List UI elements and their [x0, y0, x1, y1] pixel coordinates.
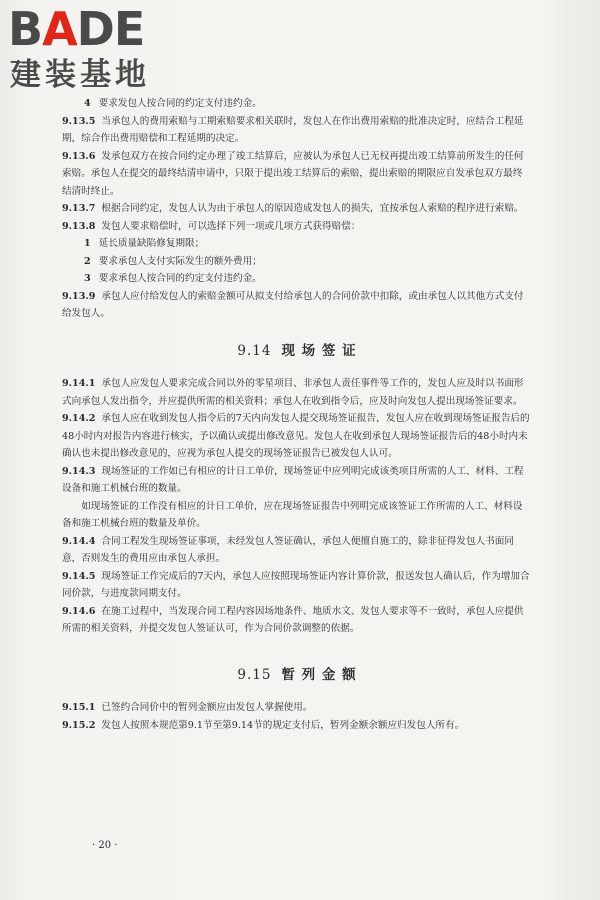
clause-text: 已签约合同价中的暂列金额应由发包人掌握使用。 — [101, 702, 313, 713]
section-title: 现 场 签 证 — [281, 343, 357, 359]
clause-number: 9.14.3 — [62, 465, 96, 477]
clause-paragraph — [62, 148, 532, 201]
section-title: 暂 列 金 额 — [281, 667, 357, 683]
bade-logo — [8, 2, 188, 96]
clause-text: 延长质量缺陷修复期限； — [98, 238, 205, 249]
clause-paragraph — [62, 533, 532, 568]
section-number: 9.15 — [237, 667, 272, 683]
logo-letters-de: DE — [76, 2, 145, 56]
list-item — [62, 235, 532, 253]
logo-chinese-name: 建装基地 — [10, 57, 150, 93]
clause-text: 承包人应发包人要求完成合同以外的零星项目、非承包人责任事件等工作的，发包人应及时以书面形式向承包人发出指令，并应提供所需的相关资料；承包人在收到指令后，应及时向发包人提出现场签证要求。 — [62, 378, 524, 407]
clause-number: 9.15.1 — [62, 702, 96, 713]
clause-text: 发包人要求赔偿时，可以选择下列一项或几项方式获得赔偿： — [101, 220, 361, 232]
clause-number: 9.13.5 — [62, 115, 96, 127]
section-heading-9-14 — [62, 343, 532, 361]
list-item — [62, 253, 532, 271]
section-9-14-body — [62, 375, 532, 638]
clause-number: 9.13.6 — [62, 150, 96, 162]
list-item-number: 1 — [84, 238, 91, 249]
clause-paragraph — [62, 568, 532, 603]
clause-text: 要求承包人支付实际发生的额外费用； — [98, 255, 262, 267]
clause-text: 合同工程发生现场签证事项，未经发包人签证确认，承包人便擅自施工的，除非征得发包人书面同意，否则发生的费用应由承包人承担。 — [62, 535, 514, 564]
clause-paragraph — [62, 699, 532, 717]
list-item-number: 4 — [84, 98, 91, 109]
clause-number: 9.14.5 — [62, 570, 96, 582]
list-item-number: 2 — [84, 255, 91, 267]
section-heading-9-15 — [62, 667, 532, 685]
list-item — [62, 95, 532, 113]
section-9-15-body — [62, 699, 532, 734]
clause-number: 9.13.9 — [62, 290, 96, 302]
clause-paragraph — [62, 410, 532, 463]
clause-text: 要求发包人按合同的约定支付违约金。 — [98, 98, 262, 109]
logo-wordmark — [8, 2, 145, 56]
clause-text: 承包人应在收到发包人指令后的7天内向发包人提交现场签证报告，发包人应在收到现场签证报告后的48小时内对报告内容进行核实，予以确认或提出修改意见。发包人在收到承包人现场签证报告后的48小时内未确认也未提出修改意见的，应视为承包人提交的现场签证报告已被发包人认可。 — [62, 413, 530, 459]
clause-number: 9.14.1 — [62, 378, 96, 389]
clause-text: 根据合同约定，发包人认为由于承包人的原因造成发包人的损失，宜按承包人索赔的程序进行索赔。 — [101, 203, 524, 214]
clause-paragraph — [62, 113, 532, 148]
clause-text: 发包人按照本规范第9.1节至第9.14节的规定支付后，暂列金额余额应归发包人所有。 — [101, 719, 465, 731]
clause-number: 9.14.6 — [62, 605, 96, 617]
clause-paragraph — [62, 375, 532, 410]
clause-paragraph — [62, 200, 532, 218]
clause-paragraph — [62, 288, 532, 323]
list-item-number: 3 — [84, 273, 91, 284]
clause-number: 9.14.4 — [62, 535, 96, 547]
logo-letter-b: B — [8, 2, 43, 56]
clause-text: 现场签证工作完成后的7天内，承包人应按照现场签证内容计算价款，报送发包人确认后，作为增加合同价款，与进度款同期支付。 — [62, 570, 530, 599]
clause-text: 现场签证的工作如已有相应的计日工单价，现场签证中应列明完成该类项目所需的人工、材料、工程设备和施工机械台班的数量。 — [62, 465, 524, 494]
clause-number: 9.13.7 — [62, 203, 96, 214]
clause-text: 承包人应付给发包人的索赔金额可从拟支付给承包人的合同价款中扣除，或由承包人以其他方式支付给发包人。 — [62, 290, 524, 319]
clause-number: 9.15.2 — [62, 719, 96, 731]
logo-letter-a: A — [42, 2, 77, 56]
clause-text: 如现场签证的工作没有相应的计日工单价，应在现场签证报告中列明完成该签证工作所需的人工、材料设备和施工机械台班的数量及单价。 — [62, 500, 523, 529]
clause-paragraph — [62, 463, 532, 498]
clause-number: 9.14.2 — [62, 413, 96, 424]
paragraph — [62, 498, 532, 533]
clause-text: 当承包人的费用索赔与工期索赔要求相关联时，发包人在作出费用索赔的批准决定时，应结合工程延期，综合作出费用赔偿和工程延期的决定。 — [62, 115, 524, 144]
list-item — [62, 270, 532, 288]
page-number: · 20 · — [92, 840, 118, 851]
clause-text: 要求承包人按合同的约定支付违约金。 — [98, 273, 262, 284]
clause-paragraph — [62, 218, 532, 236]
clause-text: 在施工过程中，当发现合同工程内容因场地条件、地质水文、发包人要求等不一致时，承包人应提供所需的相关资料，并提交发包人签证认可，作为合同价款调整的依据。 — [62, 605, 524, 634]
section-number: 9.14 — [237, 343, 272, 359]
clause-number: 9.13.8 — [62, 220, 96, 232]
clause-paragraph — [62, 603, 532, 638]
section-9-13-continued — [62, 95, 532, 323]
clause-paragraph — [62, 717, 532, 735]
clause-text: 发承包双方在按合同约定办理了竣工结算后，应被认为承包人已无权再提出竣工结算前所发生的任何索赔。承包人在提交的最终结清申请中，只限于提出竣工结算后的索赔，提出索赔的期限应自发承包双方最终结清时终止。 — [62, 150, 524, 197]
